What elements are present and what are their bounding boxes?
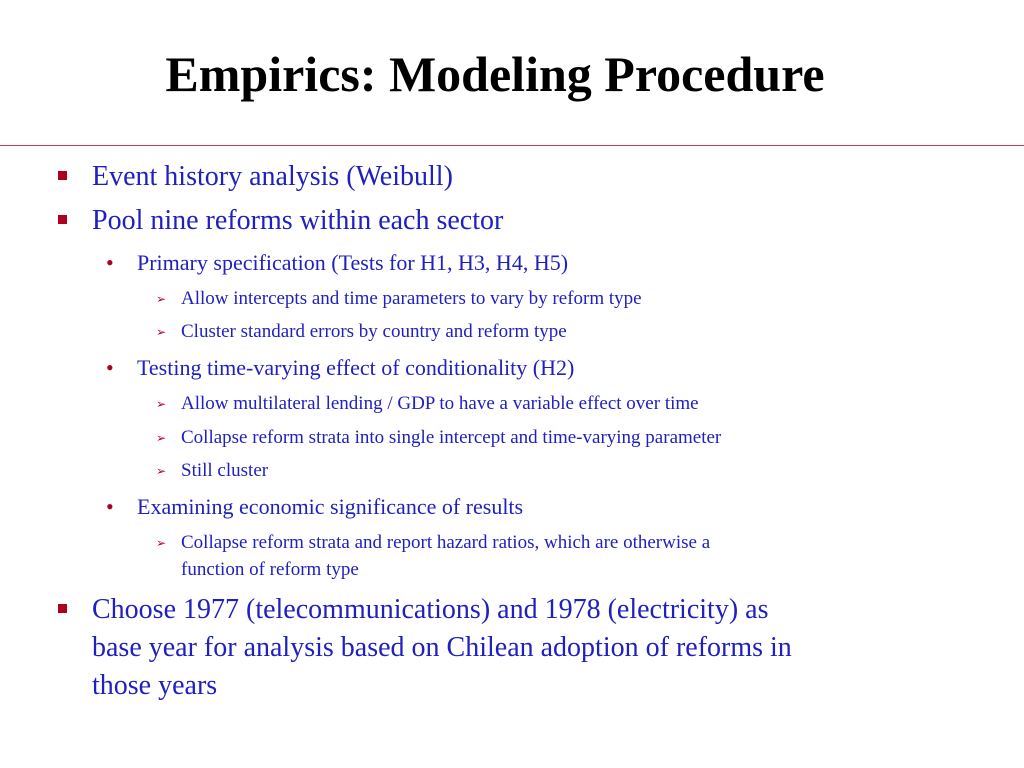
sub-sub-bullet-text: Allow intercepts and time parameters to vary by reform type <box>181 288 642 309</box>
square-bullet-icon <box>58 215 67 224</box>
chevron-bullet-icon: ➢ <box>156 536 167 550</box>
sub-bullet-text: Testing time-varying effect of conditionality (H2) <box>137 355 575 380</box>
round-bullet-icon: • <box>106 494 114 519</box>
sub-bullet-text: Primary specification (Tests for H1, H3, H4, H5) <box>137 250 569 275</box>
bullet-text: Pool nine reforms within each sector <box>92 205 504 236</box>
chevron-bullet-icon: ➢ <box>156 292 167 306</box>
title-divider <box>0 145 1024 146</box>
sub-sub-bullet-text: Collapse reform strata and report hazard ratios, which are otherwise a <box>181 532 711 553</box>
square-bullet-icon <box>58 171 67 180</box>
slide-title: Empirics: Modeling Procedure <box>165 46 825 102</box>
sub-sub-bullet-text: Allow multilateral lending / GDP to have a variable effect over time <box>181 393 699 414</box>
sub-sub-bullet-text: Collapse reform strata into single intercept and time-varying parameter <box>181 427 722 448</box>
chevron-bullet-icon: ➢ <box>156 397 167 411</box>
bullet-text: Event history analysis (Weibull) <box>92 161 453 192</box>
bullet-text: Choose 1977 (telecommunications) and 1978 (electricity) as <box>92 594 769 625</box>
bullet-text-continued: those years <box>92 670 218 701</box>
sub-sub-bullet-text-continued: function of reform type <box>181 559 359 580</box>
chevron-bullet-icon: ➢ <box>156 464 167 478</box>
sub-sub-bullet-text: Still cluster <box>181 460 269 481</box>
square-bullet-icon <box>58 604 67 613</box>
sub-sub-bullet-text: Cluster standard errors by country and reform type <box>181 321 567 342</box>
sub-bullet-text: Examining economic significance of results <box>137 494 524 519</box>
bullet-text-continued: base year for analysis based on Chilean adoption of reforms in <box>92 632 792 663</box>
chevron-bullet-icon: ➢ <box>156 325 167 339</box>
round-bullet-icon: • <box>106 250 114 275</box>
round-bullet-icon: • <box>106 355 114 380</box>
chevron-bullet-icon: ➢ <box>156 431 167 445</box>
